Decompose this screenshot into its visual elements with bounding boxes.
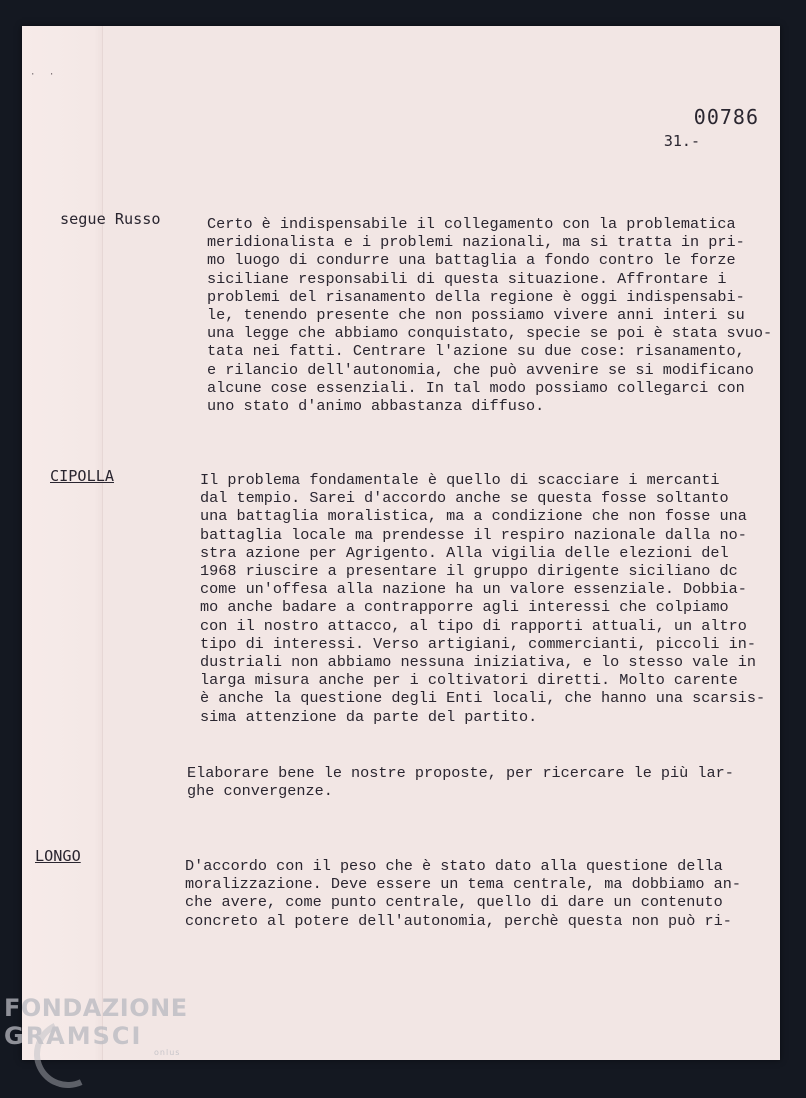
speaker-longo: LONGO (35, 847, 81, 865)
watermark-line1: FONDAZIONE (4, 994, 188, 1022)
paragraph-russo: Certo è indispensabile il collegamento con la problematica meridionalista e i problemi nazionali, ma si tratta in pri- mo luogo di condurre una battaglia a fondo contro le forze siciliane responsabili di questa situazione. Affrontare i problemi del risanamento della regione è oggi indispensabi- le, tenendo presente che non possiamo vivere anni interi su una legge che abbiamo conquistato, specie se poi è stata svuo- tata nei fatti. Centrare l'azione su due cose: risanamento, e rilancio dell'autonomia, che può avvenire se si modificano alcune cose essenziali. In tal modo possiamo collegarci con uno stato d'animo abbastanza diffuso. (207, 215, 773, 416)
document-number: 00786 (693, 105, 759, 129)
page-left-edge (22, 26, 103, 1060)
watermark-line3: onlus (154, 1048, 181, 1057)
paragraph-cipolla-2: Elaborare bene le nostre proposte, per ricercare le più lar- ghe convergenze. (187, 764, 734, 801)
fondazione-gramsci-watermark (4, 994, 204, 1074)
speaker-cipolla: CIPOLLA (50, 467, 115, 485)
watermark-line2: GRAMSCI (4, 1022, 143, 1050)
paragraph-longo: D'accordo con il peso che è stato dato alla questione della moralizzazione. Deve essere un tema centrale, ma dobbiamo an- che avere, come punto centrale, quello di dare un contenuto concreto al potere dell'autonomia, perchè questa non può ri- (185, 857, 741, 930)
paragraph-cipolla-1: Il problema fondamentale è quello di scacciare i mercanti dal tempio. Sarei d'accordo anche se questa fosse soltanto una battaglia moralistica, ma a condizione che non fosse una battaglia locale ma prendesse il respiro nazionale dalla no- stra azione per Agrigento. Alla vigilia delle elezioni del 1968 riuscire a presentare il gruppo dirigente siciliano dc come un'offesa alla nazione ha un valore essenziale. Dobbia- mo anche badare a contrapporre agli interessi che colpiamo con il nostro attacco, al tipo di rapporti attuali, un altro tipo di interessi. Verso artigiani, commercianti, piccoli in- dustriali non abbiamo nessuna iniziativa, e lo stesso vale in larga misura anche per i coltivatori diretti. Molto carente è anche la questione degli Enti locali, che hanno una scarsis- sima attenzione da parte del partito. (200, 471, 766, 726)
page-number: 31.- (663, 132, 700, 150)
ink-smudge: · · (30, 70, 59, 80)
speaker-russo: segue Russo (60, 210, 161, 228)
